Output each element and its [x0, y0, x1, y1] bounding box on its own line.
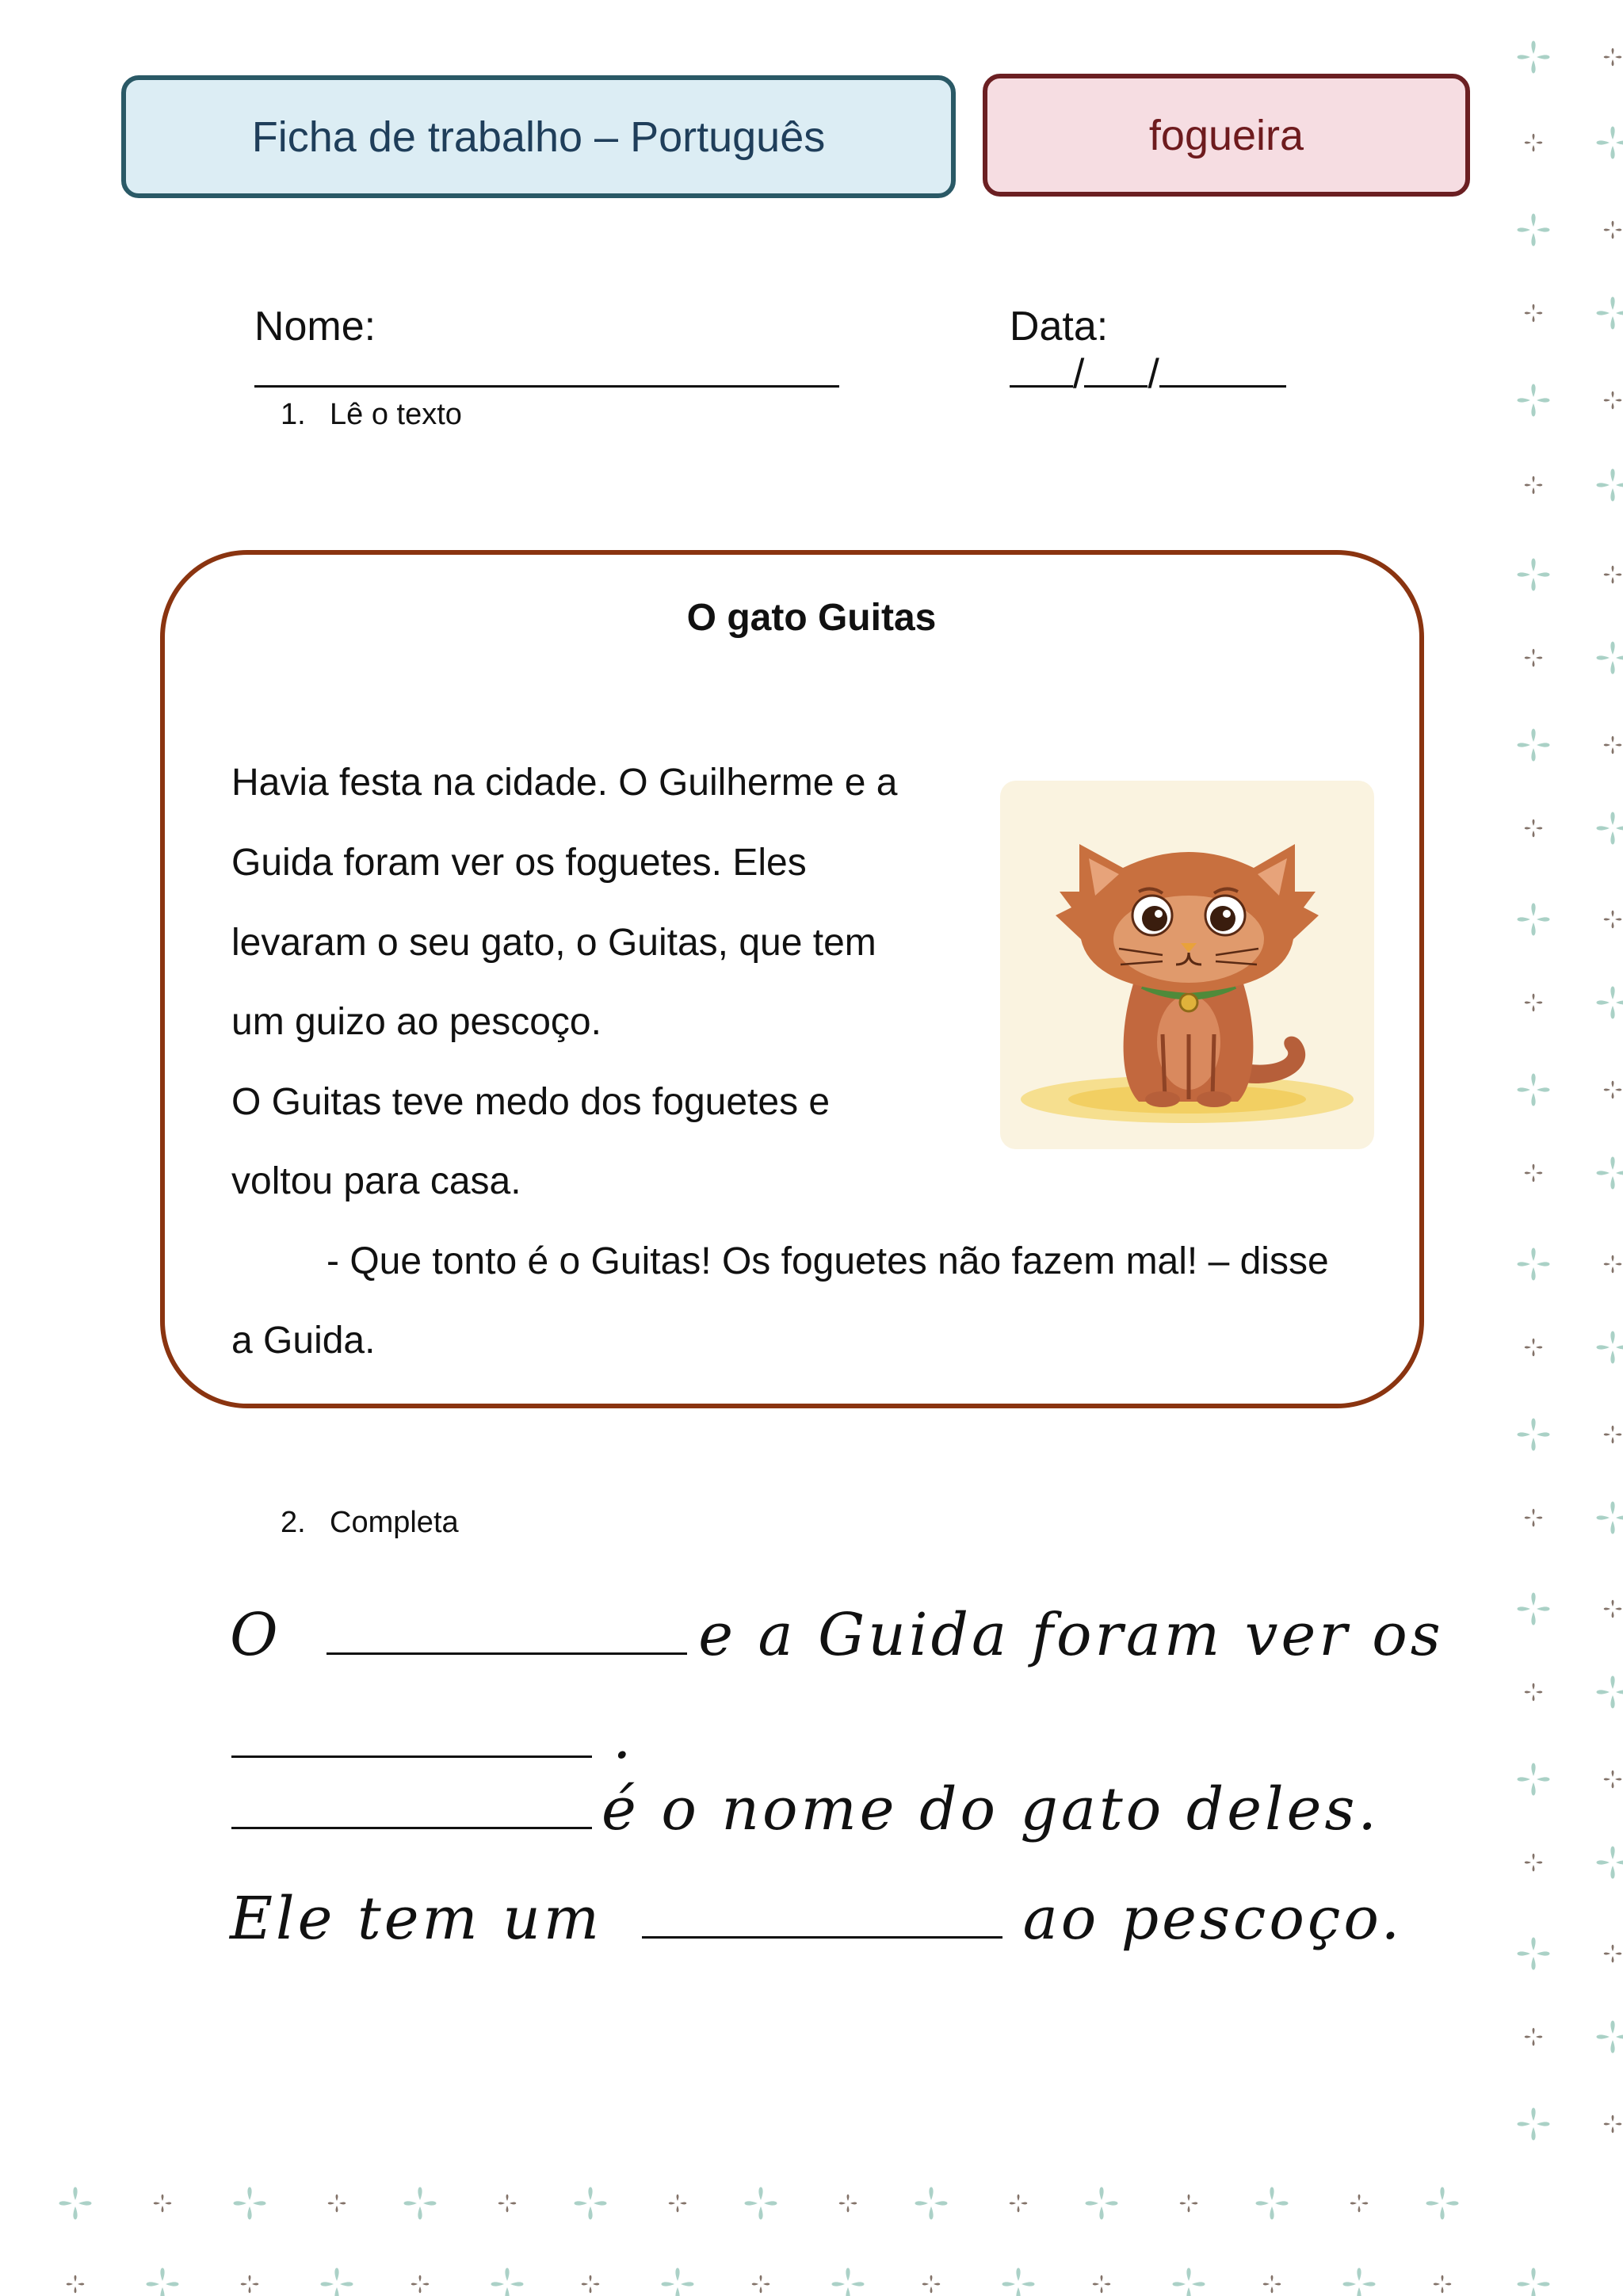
answer-blank-3[interactable] — [231, 1787, 592, 1829]
sentence-2-end: é o nome do gato deles. — [601, 1775, 1380, 1843]
exercise-1-label: Lê o texto — [330, 398, 462, 431]
answer-blank-2[interactable] — [231, 1716, 592, 1758]
date-year-blank[interactable] — [1159, 353, 1286, 388]
fill-sentence-1-continued — [231, 1704, 635, 1772]
worksheet-title: Ficha de trabalho – Português — [121, 75, 956, 198]
exercise-2-number: 2. — [281, 1506, 306, 1539]
story-line: a Guida. — [231, 1320, 376, 1362]
exercise-2-label: Completa — [330, 1506, 459, 1539]
answer-blank-1[interactable] — [327, 1613, 687, 1655]
date-separator: / — [1072, 351, 1085, 397]
answer-blank-4[interactable] — [642, 1897, 1002, 1939]
fill-sentence-2 — [231, 1775, 1380, 1843]
story-line: O Guitas teve medo dos foguetes e — [231, 1081, 831, 1123]
story-line: um guizo ao pescoço. — [231, 1001, 601, 1043]
story-line: voltou para casa. — [231, 1160, 521, 1202]
date-line — [987, 255, 1286, 398]
sentence-1-end: e a Guida foram ver os — [698, 1601, 1444, 1669]
story-line: - Que tonto é o Guitas! Os foguetes não fazem mal! – disse — [327, 1240, 1329, 1282]
story-line: levaram o seu gato, o Guitas, que tem — [231, 922, 876, 964]
sentence-3-start: Ele tem um — [230, 1885, 603, 1953]
story-title: O gato Guitas — [686, 597, 937, 639]
date-month-blank[interactable] — [1084, 353, 1148, 388]
target-word: fogueira — [983, 74, 1470, 197]
story-line: Guida foram ver os foguetes. Eles — [231, 842, 807, 884]
sentence-3-end: ao pescoço. — [1022, 1885, 1403, 1953]
date-day-blank[interactable] — [1010, 353, 1073, 388]
exercise-1-number: 1. — [281, 398, 306, 431]
fill-sentence-1 — [230, 1601, 1444, 1669]
sentence-1-start: O — [230, 1601, 281, 1669]
story-line: Havia festa na cidade. O Guilherme e a — [231, 762, 898, 804]
name-blank[interactable] — [254, 353, 839, 388]
date-label: Data: — [1009, 304, 1109, 350]
date-separator: / — [1148, 351, 1159, 397]
name-label: Nome: — [254, 304, 376, 350]
sentence-1-tail: . — [613, 1704, 635, 1772]
fill-sentence-3 — [230, 1885, 1403, 1953]
exercise-1-heading — [281, 398, 462, 432]
exercise-2-heading — [281, 1506, 459, 1540]
cat-illustration-icon — [1000, 781, 1374, 1149]
name-line — [231, 255, 839, 398]
